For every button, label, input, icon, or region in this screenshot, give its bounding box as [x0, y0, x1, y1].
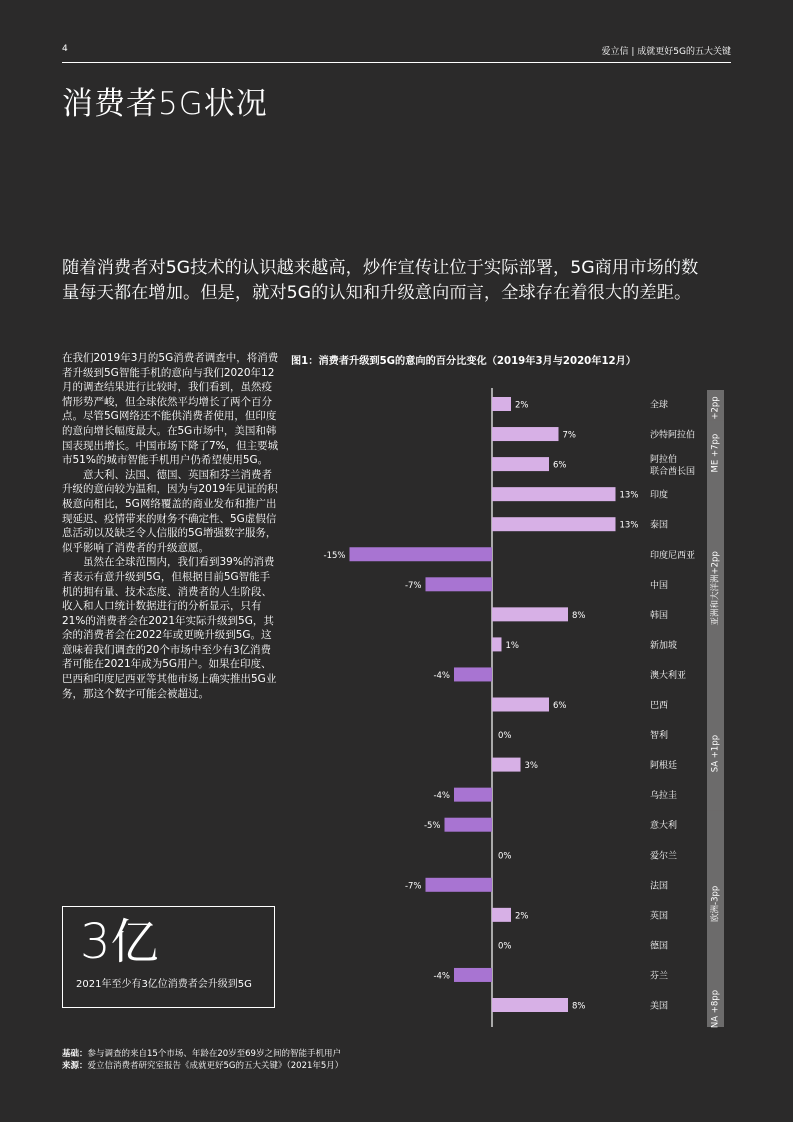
chart-title: 图1：消费者升级到5G的意向的百分比变化（2019年3月与2020年12月） [291, 356, 637, 367]
footnote-source-text: 爱立信消费者研究室报告《成就更好5G的五大关键》（2021年5月） [87, 1061, 344, 1071]
value-label-10: 6% [553, 701, 567, 711]
bar-4 [492, 517, 616, 531]
bar-8 [492, 637, 502, 651]
bar-9 [454, 667, 492, 681]
category-label-20: 美国 [650, 1001, 669, 1012]
value-label-1: 7% [562, 430, 576, 441]
footnote-basis [62, 1047, 341, 1059]
group-label-1: ME +7pp [710, 433, 721, 473]
bar-12 [492, 758, 521, 772]
category-label-9: 澳大利亚 [650, 670, 687, 681]
bar-2 [492, 457, 549, 471]
value-label-11: 0% [498, 731, 512, 742]
value-label-8: 1% [505, 640, 519, 651]
category-label-16: 法国 [650, 881, 669, 892]
category-label-2-line-1: 联合酋长国 [650, 467, 696, 478]
category-label-6: 中国 [650, 580, 669, 591]
footnote-basis-text: 参与调查的来自15个市场、年龄在20岁至69岁之间的智能手机用户 [87, 1049, 341, 1059]
value-label-6: -7% [404, 580, 422, 591]
body-paragraph-3: 虽然在全球范围内，我们看到39%的消费者表示有意升级到5G，但根据目前5G智能手机的拥有量、技术态度、消费者的人生阶段、收入和人口统计数据进行的分析显示，只有21%的消费者会在2021年实际升级到5G，其余的消费者会在2022年或更晚升级到5G。这意味着我们调查的20个市场中至少有3亿消费者可能在2021年成为5G用户。如果在印度、巴西和印度尼西亚等其他市场上确实推出5G业务，那这个数字可能会被超过。 [62, 556, 277, 700]
value-label-20: 8% [572, 1001, 586, 1012]
category-label-15: 爱尔兰 [650, 851, 678, 862]
value-label-7: 8% [572, 610, 586, 621]
bar-7 [492, 607, 568, 621]
body-paragraph-2: 意大利、法国、德国、英国和芬兰消费者升级的意向较为温和，因为与2019年见证的积极意向相比，5G网络覆盖的商业发布和推广出现延迟、疫情带来的财务不确定性、5G虚假信息活动以及缺乏令人信服的5G增强数字服务，似乎影响了消费者的升级意愿。 [62, 468, 278, 554]
body-paragraph-1: 在我们2019年3月的5G消费者调查中，将消费者升级到5G智能手机的意向与我们2020年12月的调查结果进行比较时，我们看到，虽然疫情形势严峻，但全球依然平均增长了两个百分点。尽管5G网络还不能供消费者使用，但印度的意向增长幅度最大。在5G市场中，美国和韩国表现出增长。中国市场下降了7%，但主要城市51%的城市智能手机用户仍希望使用5G。 [62, 352, 279, 467]
page-title: 消费者5G状况 [62, 86, 268, 122]
callout-number: 3亿 [80, 914, 159, 970]
category-label-8: 新加坡 [650, 640, 678, 651]
bar-3 [492, 487, 616, 501]
category-label-1: 沙特阿拉伯 [650, 430, 696, 441]
category-label-2-line-0: 阿拉伯 [650, 455, 678, 466]
category-label-11: 智利 [650, 731, 669, 742]
page-number: 4 [62, 44, 68, 54]
value-label-15: 0% [498, 851, 512, 862]
bar-0 [492, 397, 511, 411]
value-label-19: -4% [433, 971, 450, 982]
intro-paragraph: 随着消费者对5G技术的认识越来越高，炒作宣传让位于实际部署，5G商用市场的数量每天都在增加。但是，就对5G的认知和升级意向而言，全球存在着很大的差距。 [62, 258, 699, 303]
group-label-2: 亚洲和大洋洲+2pp [710, 551, 721, 626]
bar-16 [426, 878, 493, 892]
category-label-18: 德国 [650, 941, 669, 952]
footnote-basis-label: 基础： [62, 1049, 88, 1059]
value-label-0: 2% [515, 400, 529, 411]
group-label-4: 欧洲-3pp [710, 885, 721, 922]
bar-5 [350, 547, 493, 561]
value-label-18: 0% [498, 941, 512, 952]
value-label-2: 6% [553, 460, 567, 471]
category-label-19: 芬兰 [650, 971, 669, 982]
category-label-14: 意大利 [650, 821, 678, 832]
category-label-13: 乌拉圭 [650, 791, 678, 802]
value-label-13: -4% [433, 791, 450, 802]
group-label-0: +2pp [710, 396, 721, 420]
value-label-3: 13% [619, 490, 639, 501]
value-label-9: -4% [433, 670, 450, 681]
value-label-17: 2% [515, 911, 529, 922]
value-label-4: 13% [619, 520, 639, 531]
bar-14 [445, 818, 493, 832]
category-label-5: 印度尼西亚 [650, 550, 696, 561]
footnote-source [62, 1059, 343, 1071]
value-label-12: 3% [524, 761, 538, 772]
category-label-0: 全球 [650, 400, 669, 411]
bar-6 [426, 577, 493, 591]
bar-19 [454, 968, 492, 982]
callout-caption: 2021年至少有3亿位消费者会升级到5G [76, 979, 252, 990]
category-label-17: 英国 [650, 911, 669, 922]
bar-13 [454, 788, 492, 802]
header-title: 爱立信 | 成就更好5G的五大关键 [601, 47, 731, 57]
value-label-14: -5% [423, 821, 441, 832]
value-label-5: -15% [323, 550, 346, 561]
category-label-4: 泰国 [650, 520, 669, 531]
bar-10 [492, 698, 549, 712]
group-label-3: SA +1pp [710, 734, 721, 773]
category-label-12: 阿根廷 [650, 761, 678, 772]
category-label-3: 印度 [650, 490, 669, 501]
category-label-10: 巴西 [650, 701, 669, 711]
footnote-source-label: 来源： [62, 1061, 88, 1071]
bar-1 [492, 427, 559, 441]
group-label-5: NA +8pp [710, 989, 721, 1029]
value-label-16: -7% [404, 881, 422, 892]
category-label-7: 韩国 [650, 610, 669, 621]
bar-17 [492, 908, 511, 922]
bar-20 [492, 998, 568, 1012]
